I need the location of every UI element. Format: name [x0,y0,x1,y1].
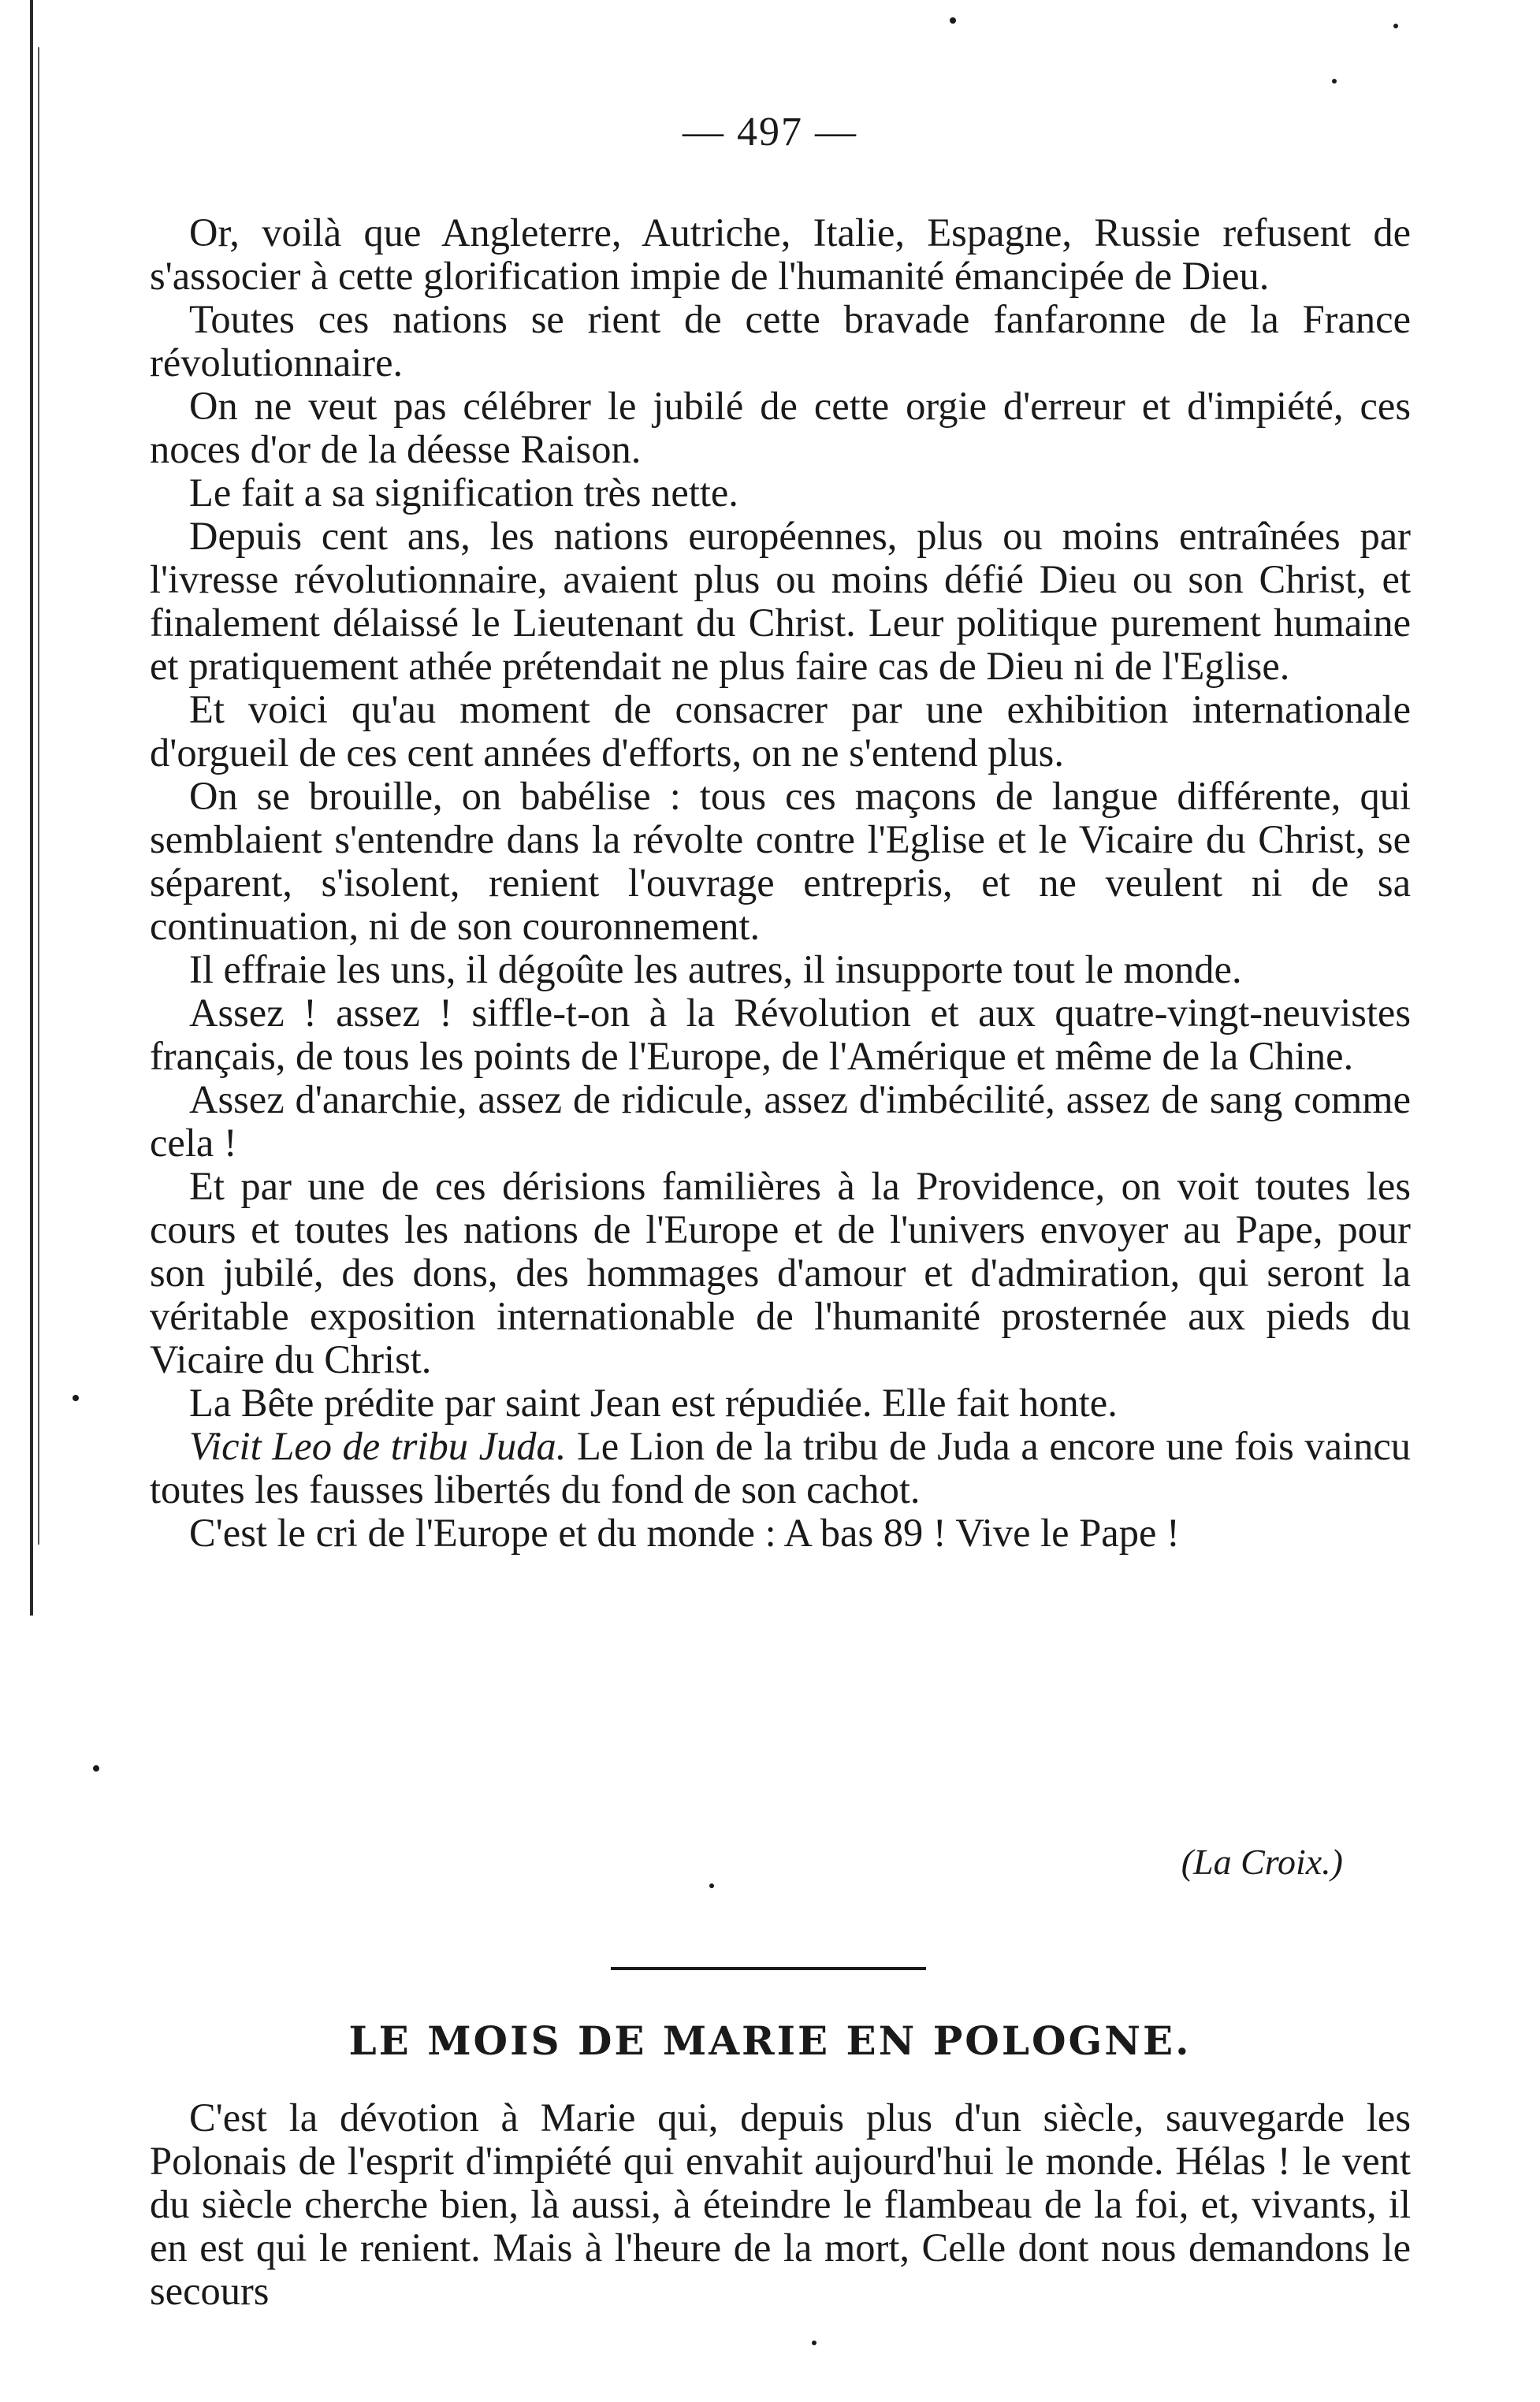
paragraph: Et par une de ces dérisions familières à la Providence, on voit toutes les cours et toutes les nations de l'Europe et de l'univers envoyer au Pape, pour son jubilé, des dons, des hommages d'amour et d'admiration, qui seront la véritable exposition internationable de l'humanité prosternée aux pieds du Vicaire du Christ. [150,1164,1411,1381]
paragraph: Depuis cent ans, les nations européennes, plus ou moins entraînées par l'ivresse révolutionnaire, avaient plus ou moins défié Dieu ou son Christ, et finalement délaissé le Lieutenant du Christ. Leur politique purement humaine et pratiquement athée prétendait ne plus faire cas de Dieu ni de l'Eglise. [150,514,1411,688]
print-speck [709,1883,714,1888]
paragraph: Assez d'anarchie, assez de ridicule, assez d'imbécilité, assez de sang comme cela ! [150,1077,1411,1165]
latin-followup: Le Lion de la tribu de Juda a encore une fois vaincu toutes les fausses libertés du fond de son cachot. [150,1424,1411,1511]
paragraph: La Bête prédite par saint Jean est répudiée. Elle fait honte. [189,1381,1118,1425]
print-speck [1332,79,1337,84]
print-speck [73,1395,79,1401]
paragraph: Assez ! assez ! siffle-t-on à la Révolution et aux quatre-vingt-neuvistes français, de tous les points de l'Europe, de l'Amérique et même de la Chine. [150,991,1411,1078]
section-title: LE MOIS DE MARIE EN POLOGNE. [348,2017,1192,2064]
source-signature: (La Croix.) [1181,1842,1343,1882]
paragraph: Et voici qu'au moment de consacrer par une exhibition internationale d'orgueil de ces cent années d'efforts, on ne s'entend plus. [150,687,1411,775]
paragraph: On se brouille, on babélise : tous ces maçons de langue différente, qui semblaient s'entendre dans la révolte contre l'Eglise et le Vicaire du Christ, se séparent, s'isolent, renient l'ouvrage entrepris, et ne veulent ni de sa continuation, ni de son couronnement. [150,774,1411,948]
latin-quote: Vicit Leo de tribu Juda. [189,1424,567,1468]
print-speck [93,1765,99,1772]
article-body [150,211,1411,1555]
page-number: — 497 — [683,110,857,154]
paragraph: Or, voilà que Angleterre, Autriche, Italie, Espagne, Russie refusent de s'associer à cette glorification impie de l'humanité émancipée de Dieu. [150,210,1411,298]
section-divider [611,1967,926,1970]
paragraph: C'est la dévotion à Marie qui, depuis plus d'un siècle, sauvegarde les Polonais de l'esprit d'impiété qui envahit aujourd'hui le monde. Hélas ! le vent du siècle cherche bien, là aussi, à éteindre le flambeau de la foi, et, vivants, il en est qui le renient. Mais à l'heure de la mort, Celle dont nous demandons le secours [150,2095,1411,2313]
print-speck [950,17,956,24]
print-speck [812,2341,816,2345]
paragraph: Le fait a sa signification très nette. [189,470,738,515]
print-speck [1393,24,1398,28]
latin-paragraph [150,1425,1411,1511]
section-body [150,2096,1411,2313]
binding-edge-shadow [38,47,39,1545]
paragraph: On ne veut pas célébrer le jubilé de cette orgie d'erreur et d'impiété, ces noces d'or de la déesse Raison. [150,384,1411,471]
closing-cry: C'est le cri de l'Europe et du monde : A bas 89 ! Vive le Pape ! [189,1511,1180,1555]
paragraph: Il effraie les uns, il dégoûte les autres, il insupporte tout le monde. [189,947,1242,991]
binding-edge-line [30,0,33,1616]
paragraph: Toutes ces nations se rient de cette bravade fanfaronne de la France révolutionnaire. [150,297,1411,385]
